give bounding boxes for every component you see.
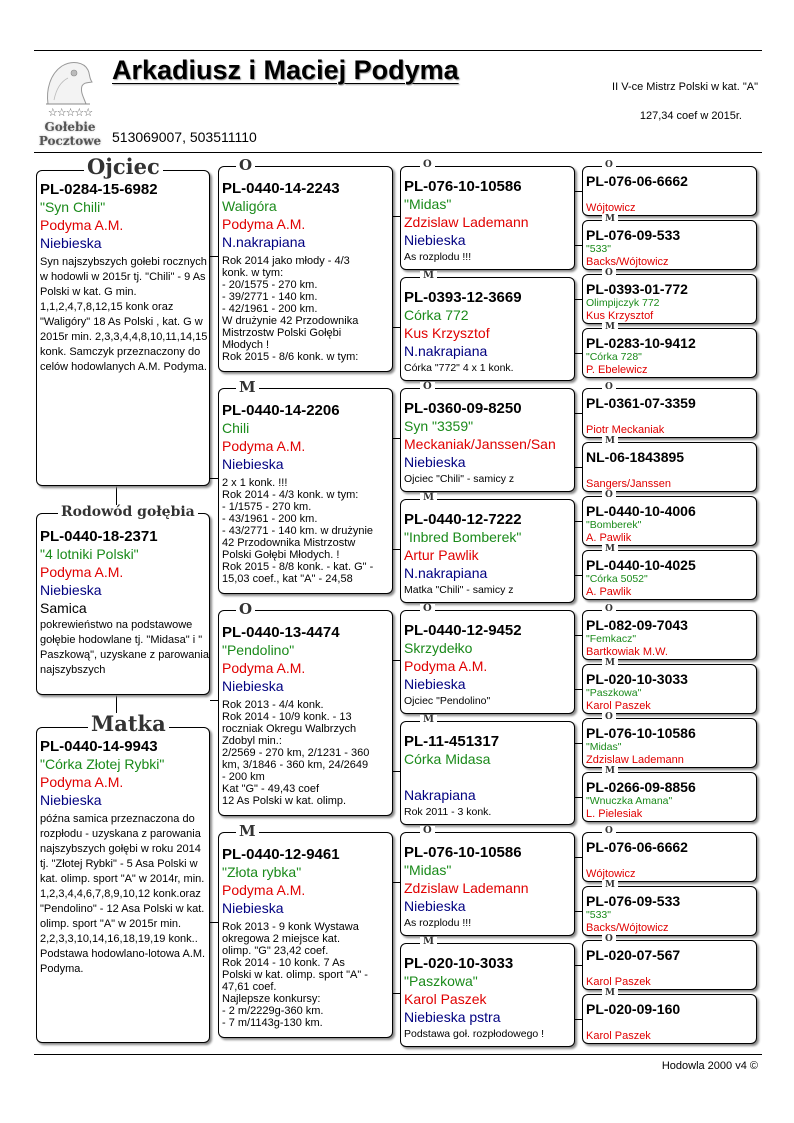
female-label: M bbox=[602, 545, 618, 554]
ancestor-card-gen3[interactable] bbox=[582, 166, 757, 216]
pigeon-name: "Córka 5052" bbox=[586, 573, 648, 585]
pigeon-name bbox=[586, 963, 756, 976]
ancestor-card-gen3[interactable] bbox=[582, 328, 757, 378]
connector bbox=[393, 549, 400, 550]
female-label: M bbox=[236, 824, 259, 839]
pigeon-name: "533" bbox=[586, 243, 611, 255]
breeder: Podyma A.M. bbox=[404, 658, 488, 674]
ring-number: PL-0440-14-9943 bbox=[40, 738, 158, 755]
pigeon-label: Rodowód gołębia bbox=[58, 505, 198, 519]
connector bbox=[393, 216, 400, 217]
top-divider bbox=[34, 50, 762, 51]
connector bbox=[210, 922, 218, 923]
pigeon-name: "Inbred Bomberek" bbox=[404, 529, 522, 545]
ring-number: PL-076-10-10586 bbox=[586, 725, 696, 741]
pigeon-name bbox=[586, 855, 756, 868]
ring-number: PL-020-10-3033 bbox=[586, 671, 688, 687]
breeder: Backs/Wójtowicz bbox=[586, 256, 669, 268]
breeder: P. Ebelewicz bbox=[586, 364, 648, 376]
connector bbox=[575, 797, 582, 798]
female-label: M bbox=[602, 881, 618, 890]
female-label: M bbox=[420, 937, 437, 947]
ancestor-card-gen1[interactable] bbox=[218, 832, 393, 1038]
ring-number: PL-076-10-10586 bbox=[404, 844, 522, 861]
description: Córka "772" 4 x 1 konk. bbox=[404, 362, 514, 374]
mother-card[interactable] bbox=[36, 727, 210, 1043]
phone-numbers: 513069007, 503511110 bbox=[112, 129, 257, 145]
pigeon-name: Skrzydełko bbox=[404, 640, 473, 656]
breeder: Zdzislaw Lademann bbox=[404, 214, 529, 230]
breeder: Podyma A.M. bbox=[40, 564, 124, 580]
connector bbox=[210, 256, 218, 257]
description: pokrewieństwo na podstawowe gołębie hodowlane tj. "Midasa" i " Paszkową", uzyskane z parowania najszybszych bbox=[40, 619, 209, 676]
breeder: Podyma A.M. bbox=[40, 217, 124, 233]
pigeon-name: "Córka 728" bbox=[586, 351, 642, 363]
breeder: A. Pawlik bbox=[586, 532, 632, 544]
pigeon-name: "Midas" bbox=[404, 196, 452, 212]
connector bbox=[575, 353, 582, 354]
connector bbox=[575, 299, 582, 300]
pigeon-name: Córka 772 bbox=[404, 307, 469, 323]
footer-credit: Hodowla 2000 v4 © bbox=[661, 1060, 758, 1072]
description: Ojciec "Pendolino" bbox=[404, 695, 491, 707]
connector bbox=[575, 413, 582, 414]
breeder: Sangers/Janssen bbox=[586, 478, 671, 490]
description: As rozplodu !!! bbox=[404, 251, 472, 263]
breeder: Karol Paszek bbox=[586, 700, 651, 712]
ring-number: PL-0440-13-4474 bbox=[222, 624, 340, 641]
pigeon-card[interactable] bbox=[36, 513, 210, 695]
ring-number: PL-11-451317 bbox=[404, 733, 500, 750]
ancestor-card-gen3[interactable] bbox=[582, 388, 757, 438]
connector bbox=[393, 660, 400, 661]
connector bbox=[575, 191, 582, 192]
male-label: O bbox=[420, 160, 435, 170]
ring-number: PL-020-09-160 bbox=[586, 1001, 681, 1017]
male-label: O bbox=[602, 713, 616, 722]
connector bbox=[575, 1019, 582, 1020]
ring-number: PL-0393-12-3669 bbox=[404, 289, 522, 306]
description: Podstawa goł. rozpłodowego ! bbox=[404, 1028, 545, 1040]
female-label: M bbox=[236, 380, 259, 395]
ancestor-card-gen2[interactable] bbox=[400, 832, 575, 936]
ring-number: PL-082-09-7043 bbox=[586, 617, 688, 633]
breeder: A. Pawlik bbox=[586, 586, 632, 598]
ring-number: PL-0284-15-6982 bbox=[40, 181, 158, 198]
ancestor-card-gen3[interactable] bbox=[582, 442, 757, 492]
ancestor-card-gen2[interactable] bbox=[400, 499, 575, 603]
ancestor-card-gen2[interactable] bbox=[400, 610, 575, 714]
breeder bbox=[404, 768, 574, 786]
connector bbox=[393, 882, 400, 883]
sex: Samica bbox=[40, 600, 87, 616]
female-label: M bbox=[420, 715, 437, 725]
breeder: Artur Pawlik bbox=[404, 547, 479, 563]
pigeon-name: "533" bbox=[586, 909, 611, 921]
breeder: Bartkowiak M.W. bbox=[586, 646, 668, 658]
male-label: O bbox=[602, 269, 616, 278]
feather-color: Niebieska bbox=[40, 582, 102, 598]
connector bbox=[575, 467, 582, 468]
ancestor-card-gen1[interactable] bbox=[218, 166, 393, 372]
ring-number: PL-020-10-3033 bbox=[404, 955, 514, 972]
male-label: O bbox=[420, 604, 435, 614]
ancestor-card-gen1[interactable] bbox=[218, 388, 393, 594]
description: Syn najszybszych gołebi rocznych w hodowli w 2015r tj. "Chili" - 9 As Polski w kat. G min. 1,1,2,4,7,8,12,15 konk oraz "Waligóry" 18 As Polski , kat. G w 2015r min. 2,3,3,4,4,8,10,11,14,15 konk. Samczyk przeznaczony do celów hodowlanych A.M. Podyma. bbox=[40, 256, 208, 373]
ancestor-card-gen3[interactable] bbox=[582, 274, 757, 324]
feather-color: Niebieska bbox=[222, 678, 284, 694]
ancestor-card-gen3[interactable] bbox=[582, 664, 757, 714]
pigeon-name: "Złota rybka" bbox=[222, 864, 302, 880]
feather-color: N.nakrapiana bbox=[222, 234, 306, 250]
pigeon-name bbox=[586, 465, 756, 478]
pigeon-name: "Paszkowa" bbox=[404, 973, 478, 989]
ring-number: NL-06-1843895 bbox=[586, 449, 685, 465]
ring-number: PL-0393-01-772 bbox=[586, 281, 688, 297]
pigeon-name: "Syn Chili" bbox=[40, 199, 106, 215]
connector bbox=[575, 911, 582, 912]
feather-color: Niebieska bbox=[404, 232, 466, 248]
ancestor-card-gen2[interactable] bbox=[400, 388, 575, 492]
ring-number: PL-0440-14-2206 bbox=[222, 402, 340, 419]
ancestor-card-gen3[interactable] bbox=[582, 718, 757, 768]
pigeon-name: "Córka Złotej Rybki" bbox=[40, 756, 165, 772]
male-label: O bbox=[236, 602, 255, 617]
breeder: Podyma A.M. bbox=[222, 438, 306, 454]
breeder: Meckaniak/Janssen/San bbox=[404, 436, 556, 452]
breeder: Zdzislaw Lademann bbox=[586, 754, 684, 766]
pigeon-name: Olimpijczyk 772 bbox=[586, 297, 660, 309]
ancestor-card-gen1[interactable] bbox=[218, 610, 393, 816]
feather-color: Niebieska bbox=[404, 898, 466, 914]
award-title: II V-ce Mistrz Polski w kat. "A" bbox=[612, 81, 758, 93]
pigeon-name: Syn "3359" bbox=[404, 418, 474, 434]
ring-number: PL-076-06-6662 bbox=[586, 839, 688, 855]
ring-number: PL-076-06-6662 bbox=[586, 173, 688, 189]
breeder: Kus Krzysztof bbox=[586, 310, 654, 322]
connector bbox=[210, 478, 218, 479]
bottom-divider bbox=[34, 1054, 762, 1055]
pigeon-name: "Femkacz" bbox=[586, 633, 637, 645]
breeder: Wójtowicz bbox=[586, 868, 636, 880]
pigeon-name bbox=[586, 1017, 756, 1030]
male-label: O bbox=[236, 158, 255, 173]
ancestor-card-gen3[interactable] bbox=[582, 610, 757, 660]
female-label: M bbox=[602, 659, 618, 668]
feather-color: Niebieska bbox=[40, 792, 102, 808]
male-label: O bbox=[602, 161, 616, 170]
pigeon-name: Waligóra bbox=[222, 198, 277, 214]
award-coef: 127,34 coef w 2015r. bbox=[639, 110, 742, 122]
feather-color: Niebieska pstra bbox=[404, 1009, 501, 1025]
breeder: Piotr Meckaniak bbox=[586, 424, 665, 436]
ancestor-card-gen2[interactable] bbox=[400, 721, 575, 825]
description: As rozplodu !!! bbox=[404, 917, 472, 929]
pigeon-name: "Midas" bbox=[586, 741, 622, 753]
connector bbox=[575, 245, 582, 246]
female-label: M bbox=[420, 271, 437, 281]
feather-color: Niebieska bbox=[222, 456, 284, 472]
male-label: O bbox=[602, 935, 616, 944]
header-divider bbox=[34, 152, 762, 153]
pigeon-name: Chili bbox=[222, 420, 250, 436]
pigeon-name bbox=[586, 411, 756, 424]
connector bbox=[393, 438, 400, 439]
feather-color: N.nakrapiana bbox=[404, 565, 488, 581]
ring-number: PL-0440-10-4006 bbox=[586, 503, 696, 519]
ring-number: PL-076-09-533 bbox=[586, 893, 681, 909]
pigeon-name: "Wnuczka Amana" bbox=[586, 795, 673, 807]
connector bbox=[575, 635, 582, 636]
feather-color: Niebieska bbox=[222, 900, 284, 916]
breeder: Karol Paszek bbox=[404, 991, 487, 1007]
connector bbox=[575, 575, 582, 576]
breeder: Podyma A.M. bbox=[222, 660, 306, 676]
ancestor-card-gen3[interactable] bbox=[582, 220, 757, 270]
ancestor-card-gen3[interactable] bbox=[582, 496, 757, 546]
breeder: L. Pielesiak bbox=[586, 808, 643, 820]
ancestor-card-gen2[interactable] bbox=[400, 943, 575, 1047]
description: Matka "Chili" - samicy z bbox=[404, 584, 514, 596]
breeder: Podyma A.M. bbox=[222, 216, 306, 232]
ring-number: PL-0440-12-9452 bbox=[404, 622, 522, 639]
breeder: Karol Paszek bbox=[586, 1030, 651, 1042]
father-card[interactable] bbox=[36, 170, 210, 486]
pigeon-name: "Pendolino" bbox=[222, 642, 295, 658]
connector bbox=[575, 965, 582, 966]
connector bbox=[393, 993, 400, 994]
breeder: Podyma A.M. bbox=[40, 774, 124, 790]
ancestor-card-gen3[interactable] bbox=[582, 772, 757, 822]
female-label: M bbox=[602, 215, 618, 224]
owner-title: Arkadiusz i Maciej Podyma bbox=[112, 55, 459, 85]
ring-number: PL-076-10-10586 bbox=[404, 178, 522, 195]
description: Rok 2013 - 9 konk Wystawa okregowa 2 miejsce kat. olimp. "G" 23,42 coef. Rok 2014 - 10 konk. 7 As Polski w kat. olimp. sport "A" - 47,61 coef. Najlepsze konkursy: - 2 m/2229g-360 km. - 7 m/1143g-130 km. bbox=[222, 921, 368, 1029]
ancestor-card-gen3[interactable] bbox=[582, 550, 757, 600]
ring-number: PL-020-07-567 bbox=[586, 947, 681, 963]
logo bbox=[34, 54, 106, 146]
connector bbox=[575, 689, 582, 690]
description: Rok 2013 - 4/4 konk. Rok 2014 - 10/9 konk. - 13 roczniak Okregu Walbrzych Zdobyl min.: 2/2569 - 270 km, 2/1231 - 360 km, 3/1846 - 360 km, 24/2649 - 200 km Kat "G" - 49,43 coef 12 As Polski w kat. olimp. bbox=[222, 699, 370, 807]
description: Rok 2011 - 3 konk. bbox=[404, 806, 492, 818]
pigeon-name: "Paszkowa" bbox=[586, 687, 642, 699]
ring-number: PL-0440-10-4025 bbox=[586, 557, 696, 573]
ancestor-card-gen2[interactable] bbox=[400, 277, 575, 381]
connector bbox=[575, 857, 582, 858]
connector bbox=[575, 521, 582, 522]
male-label: O bbox=[602, 491, 616, 500]
father-label: Ojciec bbox=[84, 156, 163, 177]
ring-number: PL-0360-09-8250 bbox=[404, 400, 522, 417]
breeder: Podyma A.M. bbox=[222, 882, 306, 898]
mother-label: Matka bbox=[88, 713, 169, 734]
description: 2 x 1 konk. !!! Rok 2014 - 4/3 konk. w tym: - 1/1575 - 270 km. - 43/1961 - 200 km. - 43/2771 - 140 km. w drużynie 42 Przodownika Mistrzostw Polski Gołębi Młodych. ! Rok 2015 - 8/8 konk. - kat. G" - 15,03 coef., kat "A" - 24,58 bbox=[222, 477, 374, 585]
pigeon-name: "4 lotniki Polski" bbox=[40, 546, 139, 562]
ancestor-card-gen2[interactable] bbox=[400, 166, 575, 270]
pigeon-name: "Bomberek" bbox=[586, 519, 642, 531]
ring-number: PL-0283-10-9412 bbox=[586, 335, 696, 351]
feather-color: Niebieska bbox=[40, 235, 102, 251]
female-label: M bbox=[420, 493, 437, 503]
description: Rok 2014 jako młody - 4/3 konk. w tym: - 20/1575 - 270 km. - 39/2771 - 140 km. - 42/1961 - 200 km. W drużynie 42 Przodownika Mistrzostw Polski Gołębi Młodych ! Rok 2015 - 8/6 konk. w tym: bbox=[222, 255, 359, 363]
pigeon-name: "Midas" bbox=[404, 862, 452, 878]
feather-color: Niebieska bbox=[404, 454, 466, 470]
female-label: M bbox=[602, 767, 618, 776]
female-label: M bbox=[602, 989, 618, 998]
connector bbox=[393, 771, 400, 772]
connector bbox=[575, 743, 582, 744]
male-label: O bbox=[602, 383, 616, 392]
feather-color: Nakrapiana bbox=[404, 787, 476, 803]
male-label: O bbox=[420, 826, 435, 836]
male-label: O bbox=[420, 382, 435, 392]
pigeon-head-icon bbox=[42, 56, 94, 108]
ancestor-card-gen3[interactable] bbox=[582, 886, 757, 936]
breeder: Backs/Wójtowicz bbox=[586, 922, 669, 934]
pigeon-name: Córka Midasa bbox=[404, 751, 491, 767]
feather-color: N.nakrapiana bbox=[404, 343, 488, 359]
male-label: O bbox=[602, 605, 616, 614]
feather-color: Niebieska bbox=[404, 676, 466, 692]
female-label: M bbox=[602, 437, 618, 446]
logo-text-line1: Gołebie bbox=[44, 120, 96, 134]
description: późna samica przeznaczona do rozpłodu - uzyskana z parowania najszybszych gołębi w roku 2014 tj. "Złotej Rybki" - 5 Asa Polski w kat. olimp. sport "A" w 2014r, min. 1,2,3,4,4,6,7,8,9,10,12 konk.oraz "Pendolino" - 12 Asa Polski w kat. olimp. sport "A" w 2015r min. 2,2,3,3,10,14,16,18,19,19 konk.. Podstawa hodowlano-lotowa A.M. Podyma. bbox=[40, 813, 206, 975]
male-label: O bbox=[602, 827, 616, 836]
rating-stars: ☆☆☆☆☆ bbox=[47, 106, 93, 119]
breeder: Zdzislaw Lademann bbox=[404, 880, 529, 896]
ancestor-card-gen3[interactable] bbox=[582, 940, 757, 990]
ring-number: PL-0440-12-9461 bbox=[222, 846, 340, 863]
breeder: Kus Krzysztof bbox=[404, 325, 490, 341]
ring-number: PL-076-09-533 bbox=[586, 227, 681, 243]
breeder: Wójtowicz bbox=[586, 202, 636, 214]
ancestor-card-gen3[interactable] bbox=[582, 832, 757, 882]
connector bbox=[393, 327, 400, 328]
description: Ojciec "Chili" - samicy z bbox=[404, 473, 515, 485]
connector bbox=[210, 700, 218, 701]
ancestor-card-gen3[interactable] bbox=[582, 994, 757, 1044]
ring-number: PL-0440-14-2243 bbox=[222, 180, 340, 197]
ring-number: PL-0266-09-8856 bbox=[586, 779, 696, 795]
ring-number: PL-0361-07-3359 bbox=[586, 395, 696, 411]
ring-number: PL-0440-12-7222 bbox=[404, 511, 522, 528]
logo-text-line2: Pocztowe bbox=[38, 134, 102, 148]
ring-number: PL-0440-18-2371 bbox=[40, 528, 158, 545]
female-label: M bbox=[602, 323, 618, 332]
breeder: Karol Paszek bbox=[586, 976, 651, 988]
pigeon-name bbox=[586, 189, 756, 202]
